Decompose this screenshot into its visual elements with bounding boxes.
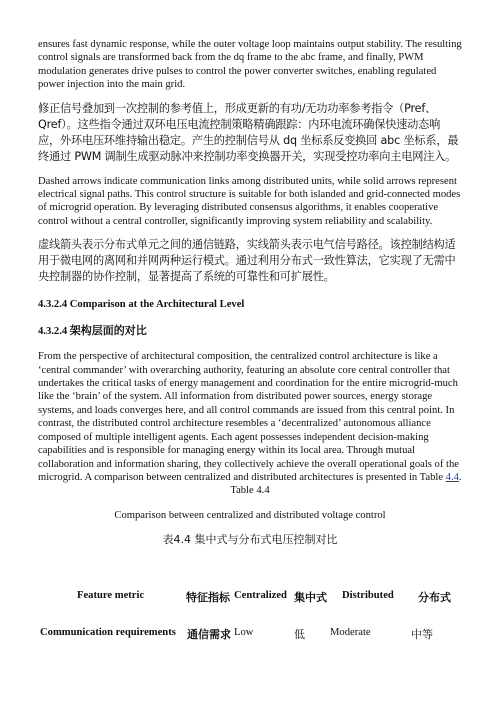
header-centralized-en: Centralized <box>234 590 287 601</box>
row-metric-en: Communication requirements <box>40 627 176 638</box>
header-centralized-zh: 集中式 <box>294 591 327 604</box>
paragraph-architecture-end: . <box>458 471 462 483</box>
section-heading-en: 4.3.2.4 Comparison at the Architectural Level <box>38 299 245 311</box>
paragraph-control-loop-en: ensures fast dynamic response, while the outer voltage loop maintains output stability. The resulting control signals are transformed back from the dq frame to the abc frame, and finally, PWM modulation generates drive pulses to control the power converter switches, enabling regulated power injection into the main grid. <box>38 39 462 91</box>
paragraph-arrows-en: Dashed arrows indicate communication links among distributed units, while solid arrows represent electrical signal paths. This control structure is suitable for both islanded and grid-connected modes of microgrid operation. By leveraging distributed consensus algorithms, it enables cooperative control without a central controller, significantly improving system reliability and scalability. <box>38 175 461 227</box>
row-distributed-en: Moderate <box>330 627 371 638</box>
row-metric-zh: 通信需求 <box>187 628 231 641</box>
section-heading-zh-number: 4.3.2.4 <box>38 326 68 338</box>
table-label: Table 4.4 <box>230 485 270 497</box>
document-page <box>38 38 462 641</box>
header-metric-en: Feature metric <box>77 590 145 601</box>
row-centralized-en: Low <box>234 627 254 638</box>
row-distributed-zh: 中等 <box>411 628 433 641</box>
paragraph-arrows-zh: 虚线箭头表示分布式单元之间的通信链路，实线箭头表示电气信号路径。该控制结构适用于微电网的离网和并网两种运行模式。通过利用分布式一致性算法，它实现了无需中央控制器的协作控制，显著提高了系统的可靠性和可扩展性。 <box>38 238 456 284</box>
paragraph-control-loop-zh: 修正信号叠加到一次控制的参考值上，形成更新的有功/无功功率参考指令（Pref、Qref）。这些指令通过双环电压电流控制策略精确跟踪：内环电流环确保快速动态响应，外环电压环维持输出稳定。产生的控制信号从 dq 坐标系反变换回 abc 坐标系，最终通过 PWM 调制生成驱动脉冲来控制功率变换器开关，实现受控功率向主电网注入。 <box>38 101 459 163</box>
header-distributed-zh: 分布式 <box>418 591 451 604</box>
header-metric-zh: 特征指标 <box>186 591 230 604</box>
header-distributed-en: Distributed <box>342 590 394 601</box>
section-heading-zh-title: 架构层面的对比 <box>69 324 147 338</box>
table-caption-en: Comparison between centralized and distributed voltage control <box>114 509 386 521</box>
paragraph-architecture-text: From the perspective of architectural composition, the centralized control architecture is like a ‘central commander’ with overarching authority, featuring an absolute core central controller that undertakes the critical tasks of energy management and coordination for the entire microgrid-much like the ‘brain’ of the system. All information from distributed power sources, energy storage systems, and loads converges here, and all control commands are issued from this central point. In contrast, the distributed control architecture resembles a ‘decentralized’ autonomous alliance composed of multiple intelligent agents. Each agent possesses independent decision-making capabilities and is responsible for managing energy within its local area. Through mutual collaboration and information sharing, they collectively achieve the overall operational goals of the microgrid. A comparison between centralized and distributed architectures is presented in Table <box>38 351 459 483</box>
table-caption-zh: 表4.4 集中式与分布式电压控制对比 <box>162 532 338 546</box>
comparison-table <box>38 586 462 646</box>
section-heading-zh <box>38 322 462 338</box>
table-reference-link[interactable]: 4.4 <box>445 471 459 483</box>
paragraph-architecture-en <box>38 350 462 484</box>
row-centralized-zh: 低 <box>294 628 305 641</box>
